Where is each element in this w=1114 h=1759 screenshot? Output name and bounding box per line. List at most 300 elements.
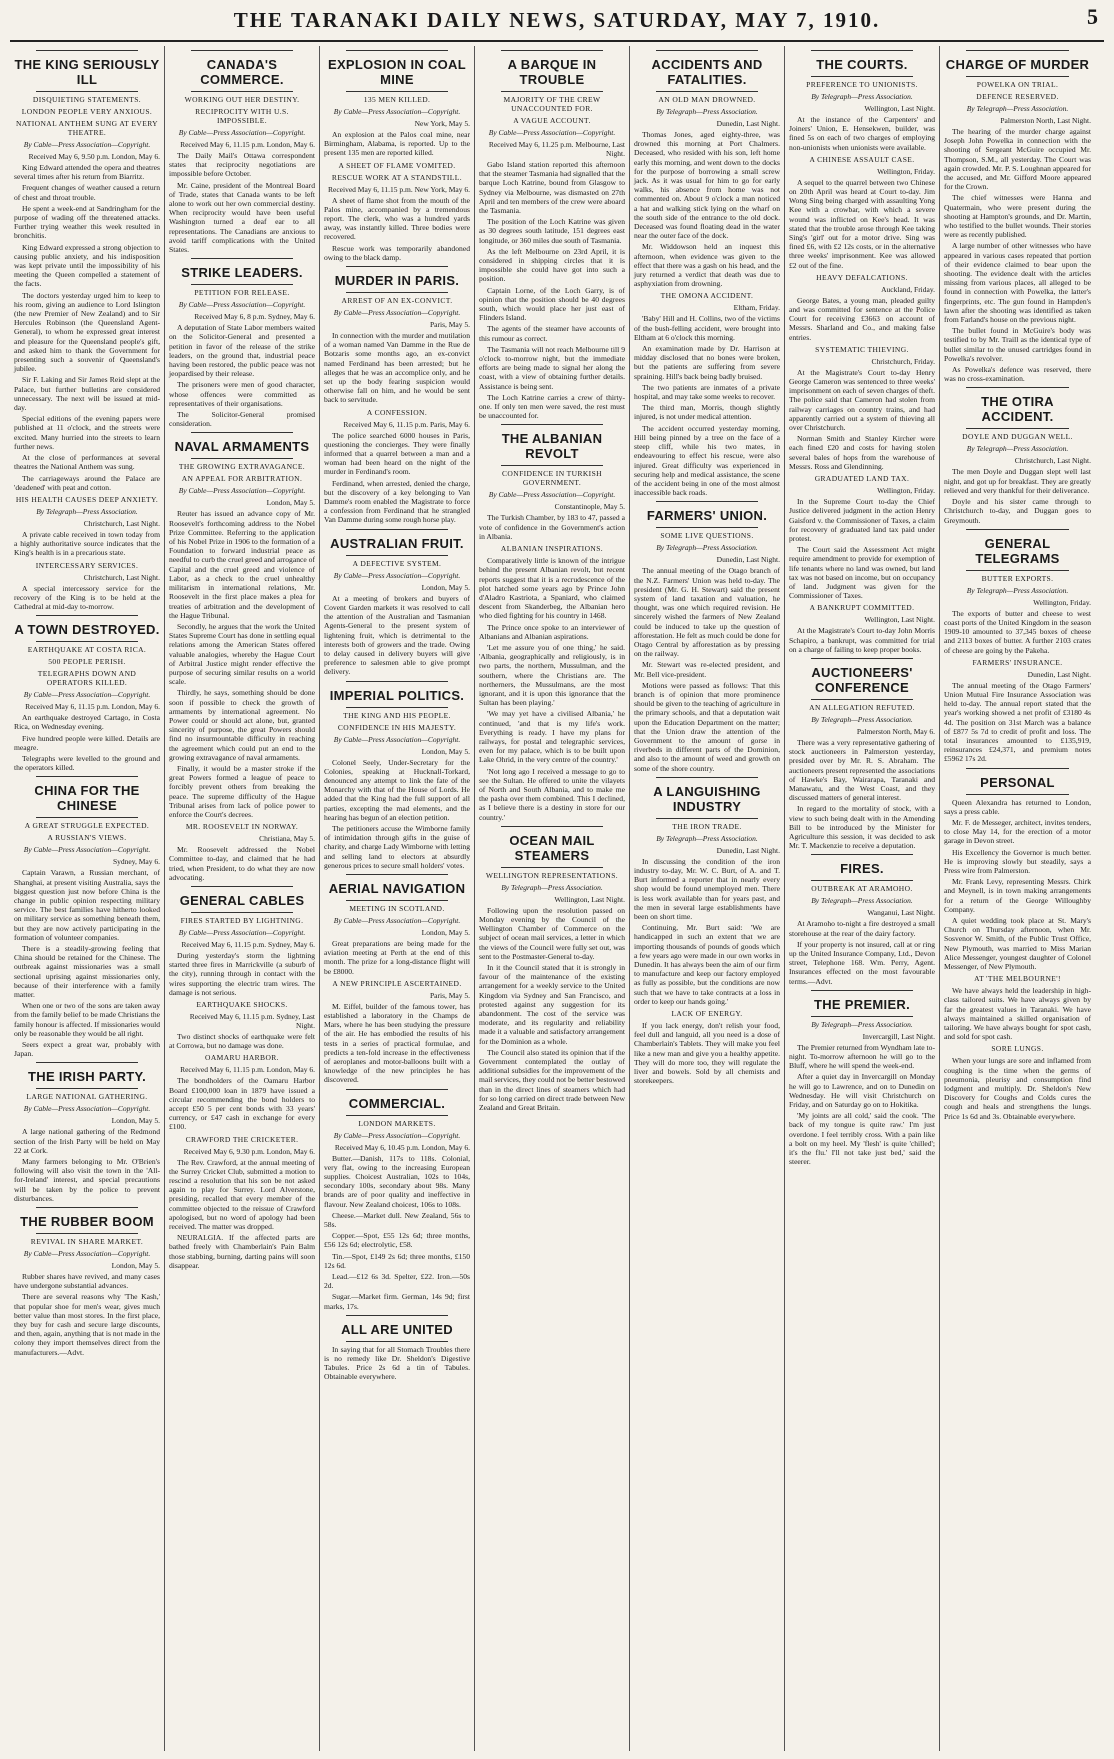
subheading: OUTBREAK AT ARAMOHO. [811,884,913,894]
article [789,474,935,600]
paragraph: Comparatively little is known of the intrigue behind the present Albanian revolt, but recent reports suggest that it is a recrudescence of the plot hatched some years ago by Prince John d'Aladro Kastriota, a Spaniard, who claimed descent from Skanderbeg, the Albanian hero who died fighting for his country in 1468. [479,556,625,621]
article [789,273,935,342]
paragraph: Tin.—Spot, £149 2s 6d; three months, £150 12s 6d. [324,1251,470,1270]
headline: OCEAN MAIL STEAMERS [509,832,595,863]
article [479,424,625,541]
paragraph: Cheese.—Market dull. New Zealand, 56s to 58s. [324,1210,470,1230]
byline: By Telegraph—Press Association. [811,1019,913,1029]
subheading: MAJORITY OF THE CREW UNACCOUNTED FOR. [503,95,601,113]
column-4 [475,46,630,1751]
article [479,544,625,822]
article [789,603,935,654]
subheading: MR. ROOSEVELT IN NORWAY. [185,822,299,832]
paragraph: Sugar.—Market firm. German, 14s 9d; first marks, 17s. [324,1292,470,1311]
paragraph: If you lack energy, don't relish your food, feel dull and languid, all you need is a dose of Chamberlain's Tablets. They will make you feel like a new man and give you a healthy appetite. They will do more too, they will regulate the liver and bowels. Sold by all chemists and storekeepers. [634,1021,780,1086]
dateline: Received May 6, 11.15 p.m. London, May 6. [180,1065,315,1075]
paragraph: King Edward attended the opera and theatres several times after his return from Biarritz. [14,163,160,182]
paragraph: In regard to the mortality of stock, with a view to such being dealt with in the Amending Bill to be introduced by the Minister for Agriculture this session, it was decided to ask Mr. T. Mackenzie to receive a deputation. [789,804,935,851]
subheading: HEAVY DEFALCATIONS. [816,272,908,282]
subheading: DOYLE AND DUGGAN WELL. [962,432,1073,442]
byline: By Cable—Press Association—Copyright. [23,1104,151,1114]
subheading: DEFENCE RESERVED. [976,92,1059,101]
headline: COMMERCIAL. [348,1095,446,1111]
paragraph: A sequel to the quarrel between two Chinese on 20th April was heard at Court to-day. Jim Wong Sing being charged with assaulting Yong Kee with a crowbar, with which a severe wound was inflicted on Kee's head. It was stated that the trouble arose through Kee taking Sing's 'girl' out for a motor drive. Sing was fined £6, with £2 12s costs, or in the alternative three weeks' imprisonment. Kee was allowed £2 out of the fine. [789,177,935,270]
dateline: Dunedin, Last Night. [716,119,780,128]
headline-rule [191,432,293,433]
article [634,291,780,497]
headline-rule [966,768,1069,769]
headline: PERSONAL [980,774,1055,790]
headline: A BARQUE IN TROUBLE [507,57,597,87]
paragraph: The hearing of the murder charge against Joseph John Powelka in connection with the shooting of Sergeant McGuire occupied Mr. Thompson, S.M., all yesterday. The Court was again crowded. Mr. P. S. Loughnan appeared for the accused, and Mr. Gifford Moore appeared for the Crown. [944,127,1091,192]
column-2 [165,46,320,1751]
dateline: Auckland, Friday. [881,284,935,294]
paragraph: The position of the Loch Katrine was given as 30 degrees south latitude, 151 degrees east longitude, or 360 miles due south of Tasmania. [479,217,625,245]
paragraph: As Powelka's defence was reserved, there was no cross-examination. [944,365,1091,384]
paragraph: An explosion at the Palos coal mine, near Birmingham, Alabama, is reported. Up to the present 135 men are reported killed. [324,130,470,158]
dateline: London, May 5. [111,1116,160,1126]
paragraph: The accident occurred yesterday morning, Hill being pinned by a tree on the face of a steep cliff, while his two mates, in endeavouring to effect his rescue, were also injured. Great difficulty was experienced in securing help and medical assistance, the scene of the accident being in one of the most almost inaccessible back roads. [634,423,780,498]
subheading: AN APPEAL FOR ARBITRATION. [181,474,303,484]
article [634,501,780,772]
article [169,886,315,997]
paragraph: When one or two of the sons are taken away from the family belief to be made Christians the family honour is affected. If missionaries would only be reasonable they would be all right. [14,1001,161,1038]
byline: By Telegraph—Press Association. [966,104,1069,113]
subheading: LONDON PEOPLE VERY ANXIOUS. [21,107,153,116]
dateline: Received May 6, 11.15 p.m. New York, May 6. [328,184,470,194]
subheading: HIS HEALTH CAUSES DEEP ANXIETY. [15,494,159,504]
headline-rule [811,50,913,51]
paragraph: If your property is not insured, call at or ring up the United Insurance Company, Ltd., Devon street, Telephone 168. Wm. Perry, Agent. Insurances effected on the most favourable terms.—Advt. [789,939,935,986]
paragraph: The Prince once spoke to an interviewer of Albanians and Albanian aspirations. [479,622,625,641]
subheading: A GREAT STRUGGLE EXPECTED. [24,821,150,831]
paragraph: Mr. Frank Levy, representing Messrs. Chirk and Meynell, is in town making arrangements for a return of the George Willoughby Company. [944,877,1091,914]
paragraph: At the close of performances at several theatres the National Anthem was sung. [14,453,160,472]
paragraph: The bondholders of the Oamaru Harbor Board £100,000 loan in 1879 have issued a circular recommending the bond holders to accept £50 5 per cent bonds with 33 years' currency, or £47 cash in exchange for every £100. [169,1076,315,1132]
headline: THE ALBANIAN REVOLT [501,431,603,462]
paragraph: The Tasmania will not reach Melbourne till 9 o'clock to-morrow night, but the immediate efforts are being made to signal her along the coast, with a view of obtaining further details. Assistance is being sent. [479,344,625,391]
page-number: 5 [1087,4,1098,29]
headline: GENERAL CABLES [179,892,305,908]
headline-rule [191,886,293,887]
headline: AUSTRALIAN FRUIT. [330,535,464,551]
dateline: London, May 5. [266,498,315,508]
article [169,258,315,428]
article [789,854,935,985]
article [324,1089,470,1311]
subheading: INTERCESSARY SERVICES. [35,560,139,570]
headline: A LANGUISHING INDUSTRY [653,783,761,814]
masthead [10,0,1104,42]
headline: THE RUBBER BOOM [20,1214,154,1230]
headline-rule [191,258,293,259]
paragraph: 'Let me assure you of one thing,' he said. 'Albania, geographically and religiously, is in two parts, the northern, Mussulman, and the southern, where the Christians are. The northerners, the Mussulmans, are the most ignorant, and it is upon this ignorance that the Sultan has been playing.' [479,642,625,708]
paragraph: An examination made by Dr. Harrison at midday disclosed that no bones were broken, but the patients are suffering from severe spraining. Hill's back being badly bruised. [634,344,780,381]
paragraph: During yesterday's storm the lightning started three fires in Marrickville (a suburb of the city), running through in contact with the wires supporting the electric tram wires. The damage is not serious. [169,950,315,997]
dateline: Received May 6, 11.15 p.m. Sydney, Last Night. [189,1012,315,1030]
headline-rule [346,707,448,708]
headline-rule [501,826,603,827]
paragraph: The petitioners accuse the Wimborne family of intimidation through gifts in the guise of charity, and charge Lady Wimborne with letting and selling land to electors at absurdly generous prices to secure small holders' votes. [324,823,470,870]
headline-rule [346,91,448,92]
article [789,345,935,471]
subheading: WELLINGTON REPRESENTATIONS. [485,870,619,880]
paragraph: Secondly, he argues that the work the United States Supreme Court has done in settling equal relations among the American States offered valuable analogies, whereby the Hague Court of Arbitral Justice might render effective the purpose of securing similar results on a world scale. [169,621,315,687]
headline-rule [346,555,448,556]
byline: By Cable—Press Association—Copyright. [333,570,461,580]
headline-rule [191,50,293,51]
byline: By Cable—Press Association—Copyright. [333,915,461,925]
headline-rule [501,424,603,425]
paragraph: Rubber shares have revived, and many cases have undergone substantial advances. [14,1272,160,1291]
headline: GENERAL TELEGRAMS [975,535,1060,566]
paragraph: Seers expect a great war, probably with Japan. [14,1040,160,1059]
article [324,50,470,158]
subheading: ALBANIAN INSPIRATIONS. [500,544,604,554]
article [14,776,160,1058]
paragraph: The Premier returned from Wyndham late to-night. To-morrow afternoon he will go to the Bluff, where he will spend the week-end. [789,1042,935,1071]
article [324,529,470,677]
headline-rule [811,854,913,855]
byline: By Telegraph—Press Association. [656,543,758,553]
article [944,50,1091,383]
dateline: Paris, May 5. [430,320,470,330]
paragraph: Following upon the resolution passed on Monday evening by the Council of the Wellington Chamber of Commerce on the subject of ocean mail services, a letter in which the views of the Council were fully set out, was sent to the Postmaster-General to-day. [479,905,625,961]
dateline: Christchurch, Last Night. [83,518,160,528]
paragraph: In saying that for all Stomach Troubles there is no remedy like Dr. Sheldon's Digestive Tabules. Price 2s 6d a tin of Tabules. Obtainable everywhere. [324,1344,470,1382]
headline: CHARGE OF MURDER [945,57,1090,72]
paragraph: Mr. Stewart was re-elected president, and Mr. Bell vice-president. [634,660,780,679]
paragraph: In it the Council stated that it is strongly in favour of the maintenance of the existing arrangement for a weekly service to the United Kingdom via Sydney and San Francisco, and protested against any suggestion for its abandonment. The cost of the service was moderate, and its regularity and reliability made it a valuable and satisfactory arrangement for the Dominion as a whole. [479,963,625,1046]
headline-rule [346,529,448,530]
paragraph: Telegraphs were levelled to the ground and the operators killed. [14,753,160,773]
headline-rule [656,50,758,51]
article [944,1044,1091,1120]
headline: STRIKE LEADERS. [181,265,303,281]
subheading: WORKING OUT HER DESTINY. [184,95,300,104]
paragraph: Motions were passed as follows: That this branch is of opinion that more prominence should be given to the teaching of agriculture in the primary schools, and that a deputation wait upon the Education Department on the matter; that the Union draw the attention of the Government to the amount of gorse in riverbeds in different parts of the Dominion, and also to the amount of weed and growth on some of the shore country. [634,680,780,773]
subheading: SORE LUNGS. [991,1044,1044,1054]
byline: By Cable—Press Association—Copyright. [178,300,306,310]
column-1 [10,46,165,1751]
subheading: A CONFESSION. [366,407,428,417]
byline: By Cable—Press Association—Copyright. [333,1130,461,1140]
article [169,50,315,254]
paragraph: A private cable received in town today from a highly authoritative source indicates that the King's health is in a precarious state. [14,529,160,558]
headline-rule [346,1115,448,1116]
headline-rule [966,529,1069,530]
paragraph: When your lungs are sore and inflamed from coughing is the time when the germs of pneumonia, pleurisy and consumption find lodgment and multiply. Dr. Sheldon's New Discovery for Coughs and Colds cures the cough and heals and strengthens the lungs. Price 1s 6d and 3s. Obtainable everywhere. [944,1056,1091,1121]
paragraph: Special editions of the evening papers were published at 11 o'clock, and the streets were excited. Many hurried into the streets to learn further news. [14,414,160,451]
paragraph: Sir F. Laking and Sir James Reid slept at the Palace, but further bulletins are considered unnecessary. The next will be issued at mid-day. [14,375,160,413]
article [789,155,935,270]
headline: THE COURTS. [816,57,908,72]
headline-rule [191,91,293,92]
paragraph: The chief witnesses were Hanna and Quatermain, who were present during the shooting at Hampton's grounds, and Dr. Martin, who testified to the bullet wounds. Their stories were as recently published. [944,193,1091,240]
paragraph: Mr. Roosevelt addressed the Nobel Committee to-day, and claimed that he had tried, when President, to do what they are now advocating. [169,845,315,882]
paragraph: The two patients are inmates of a private hospital, and may take some weeks to recover. [634,382,780,402]
paragraph: The exports of butter and cheese to west coast ports of the United Kingdom in the season 1909-10 amounted to 37,345 boxes of cheese and 2113 boxes of butter. A further 2103 crates of cheese are going by the Pakeha. [944,608,1091,655]
byline: By Telegraph—Press Association. [811,92,913,101]
dateline: Received May 6, 11.15 p.m. London, May 6. [180,140,315,149]
subheading: REVIVAL IN SHARE MARKET. [30,1237,144,1247]
paragraph: The prisoners were men of good character, whose offences were committed as representatives of their organisations. [169,380,315,408]
dateline: Christchurch, Friday. [871,356,935,366]
paragraph: Gabo Island station reported this afternoon that the steamer Tasmania had signalled that the barque Loch Katrine, bound from Glasgow to Sydney via Melbourne, was dismasted on 27th April and ten members of the crew were aboard the Tasmania. [479,160,625,216]
subheading: A RUSSIAN'S VIEWS. [47,833,127,843]
byline: By Telegraph—Press Association. [501,882,603,892]
paragraph: There was a very representative gathering of stock auctioneers in Palmerston yesterday, presided over by Mr. R. S. Abraham. The auctioneers present represented the associations of Hawke's Bay, Wairarapa, Taranaki and Manawatu, and the West Coast, and they discussed matters of general interest. [789,737,935,803]
subheading: CONFIDENCE IN HIS MAJESTY. [337,722,457,732]
subheading: LARGE NATIONAL GATHERING. [26,1092,148,1102]
paragraph: Rescue work was temporarily abandoned owing to the black damp. [324,243,470,262]
headline-rule [966,387,1069,388]
article [324,681,470,870]
paragraph: Colonel Seely, Under-Secretary for the Colonies, speaking at Hucknall-Torkard, denounced any attempt to link the fate of the Monarchy with that of the House of Lords. He added that the King had the full support of all parties, excepting the mad elements, and the hearing has begun of an election petition. [324,757,470,822]
subheading: A NEW PRINCIPLE ASCERTAINED. [332,978,462,988]
subheading: PETITION FOR RELEASE. [194,288,290,298]
headline-rule [36,1062,138,1063]
byline: By Cable—Press Association—Copyright. [333,734,461,744]
paragraph: Great preparations are being made for the aviation meeting at Perth at the end of this month. The prize for a long-distance flight will be £8000. [324,938,470,976]
subheading: EARTHQUAKE AT COSTA RICA. [27,645,147,655]
headline: AERIAL NAVIGATION [328,880,466,896]
byline: By Cable—Press Association—Copyright. [178,486,306,496]
dateline: Paris, May 5. [430,990,470,1000]
paragraph: Mr. Widdowson held an inquest this afternoon, when evidence was given to the effect that there was a gash on his head, and the jury returned a verdict that death was due to asphyxiation from drowning. [634,242,780,289]
dateline: Received May 6, 10.45 p.m. London, May 6. [334,1142,470,1152]
subheading: THE OMONA ACCIDENT. [660,291,754,301]
subheading: A VAGUE ACCOUNT. [513,116,591,125]
headline: CHINA FOR THE CHINESE [34,783,140,814]
paragraph: Reuter has issued an advance copy of Mr. Roosevelt's forthcoming address to the Nobel Prize Committee. Referring to the application of his Nobel Prize in 1906 to the formation of a Foundation to forward industrial peace as needful to curb the cruel greed and arrogance of Capital and the cruel greed and violence of Labor, as a check to the cruel unhealthy militarism in international relations, Mr. Roosevelt in the first place makes a plea for treaties of arbitration and the development of the Hague Tribunal. [169,509,315,620]
headline-rule [346,266,448,267]
byline: By Telegraph—Press Association. [656,833,758,843]
subheading: A DEFECTIVE SYSTEM. [352,558,442,568]
subheading: FARMERS' INSURANCE. [972,657,1063,667]
article [479,826,625,1112]
headline-rule [656,818,758,819]
paragraph: There is a steadily-growing feeling that China should be retained for the Chinese. The outbreak against missionaries was a small sectional uprising against missionaries only, because of their interference with a family matter. [14,943,160,999]
paragraph: In connection with the murder and mutilation of a woman named Van Damme in the Rue de Botzaris some months ago, an ex-convict named Ferdinand has been arrested; but he alleges that he was an accomplice only, and he set up the body fearing suspicion would otherwise fall on him, and he would be sent back to servitude. [324,331,470,405]
headline-rule [656,527,758,528]
paragraph: King Edward expressed a strong objection to causing public anxiety, and his indisposition was kept private until the impossibility of his meeting the Queen compelled a statement of the facts. [14,242,160,289]
byline: By Telegraph—Press Association. [656,107,758,116]
paragraph: Captain Varawn, a Russian merchant, of Shanghai, at present visiting Australia, says the biggest question just now before China is the change in public opinion respecting military service. The best families have hitherto looked on military service as something beneath them, but they are now actively participating in the formation of volunteer companies. [14,868,160,942]
subheading: THE IRON TRADE. [672,821,742,831]
subheading: SYSTEMATIC THIEVING. [815,344,909,354]
headline-rule [191,458,293,459]
subheading: OAMARU HARBOR. [205,1053,279,1063]
dateline: Dunedin, Last Night. [716,845,780,855]
headline: ALL ARE UNITED [341,1321,453,1337]
article [169,1053,315,1131]
dateline: Dunedin, Last Night. [716,555,780,565]
newspaper-columns [10,46,1104,1751]
paragraph: After a quiet day in Invercargill on Monday he will go to Lawrence, and on to Dunedin on Wednesday. He will visit Christchurch on Friday, and on Saturday go on to Hokitika. [789,1072,935,1110]
dateline: Eltham, Friday. [733,303,780,313]
headline-rule [966,428,1069,429]
headline-rule [966,570,1069,571]
subheading: POWELKA ON TRIAL. [976,80,1059,89]
byline: By Cable—Press Association—Copyright. [333,308,461,318]
headline: AUCTIONEERS' CONFERENCE [811,664,913,695]
headline-rule [811,658,913,659]
subheading: A CHINESE ASSAULT CASE. [809,154,915,164]
paragraph: Finally, it would be a master stroke if the great Powers formed a league of peace to forcibly prevent others from breaking the peace. The supreme difficulty of the Hague Tribunal arises from lack of police power to enforce the Court's decrees. [169,763,315,819]
headline-rule [656,777,758,778]
article [944,529,1091,655]
column-6 [785,46,940,1751]
headline-rule [36,615,138,616]
article [14,50,160,492]
paragraph: At Aramoho to-night a fire destroyed a small storehouse at the rear of the dairy factory. [789,919,935,938]
paragraph: Lead.—£12 6s 3d. Spelter, £22. Iron.—50s 2d. [324,1272,470,1291]
dateline: Sydney, May 6. [112,857,160,867]
article [169,1000,315,1050]
subheading: AT 'THE MELBOURNE'! [974,974,1061,984]
subheading: LACK OF ENERGY. [671,1009,743,1019]
byline: By Telegraph—Press Association. [811,896,913,906]
dateline: Invercargill, Last Night. [862,1031,935,1041]
dateline: Wellington, Friday. [1033,597,1091,607]
paragraph: The bullet found in McGuire's body was testified to by Mr. Traill as the identical type of bullet similar to the unused cartridges found in Powelka's revolver. [944,326,1091,363]
subheading: FIRES STARTED BY LIGHTNING. [180,915,304,925]
headline-rule [811,76,913,77]
paragraph: The Court said the Assessment Act might require amendment to provide for exemption of life tenants where no land was owned, but land tax was not based on income, but on occupancy of land. Judgment was given for the Commissioner of Taxes. [789,545,935,601]
headline-rule [346,681,448,682]
headline: FIRES. [840,861,884,877]
byline: By Telegraph—Press Association. [966,585,1069,595]
headline-rule [811,990,913,991]
article [324,979,470,1085]
article [14,495,160,558]
headline-rule [501,867,603,868]
headline-rule [656,501,758,502]
subheading: TELEGRAPHS DOWN AND OPERATORS KILLED. [37,669,137,688]
subheading: BUTTER EXPORTS. [981,573,1054,583]
dateline: Received May 6, 11.25 p.m. Melbourne, Last Night. [488,140,625,158]
dateline: New York, May 5. [414,119,470,128]
subheading: RESCUE WORK AT A STANDSTILL. [331,172,463,182]
byline: By Cable—Press Association—Copyright. [488,490,616,500]
headline: EXPLOSION IN COAL MINE [327,57,466,87]
headline-rule [36,50,138,51]
paragraph: Butter.—Danish, 117s to 118s. Colonial, very flat, owing to the increasing European supplies. Choicest Australian, 102s to 104s, secondary 100s, secondary about 98s. Many brands are of poor quality and ineffective in flavour. New Zealand choicest, 106s to 108s. [324,1153,470,1209]
dateline: Dunedin, Last Night. [1027,669,1091,679]
paragraph: A large number of other witnesses who have appeared in various cases repeated that portion of their evidence claimed to bear upon the shooting. The evidence dealt with the articles missing from various places, all alleged to be found in connection with Powelka, the latter's fingerprints, etc. The gun found in Hampden's lawn after the shooting was identified as taken from Farland's house on the previous night. [944,241,1091,325]
paragraph: Copper.—Spot, £55 12s 6d; three months, £56 12s 6d; electrolytic, £58. [324,1231,470,1250]
article [634,1009,780,1085]
paragraph: He spent a week-end at Sandringham for the purpose of wading off the threatened attacks. Further trying weather this week resulted in bronchitis. [14,203,160,241]
article [944,387,1091,524]
paragraph: Ferdinand, when arrested, denied the charge, but the discovery of a key belonging to Van Damme's room enabled the Magistrate to force a confession from Ferdinand that he strangled Van Damme during some rough horse play. [324,478,470,525]
paragraph: A deputation of State Labor members waited on the Solicitor-General and presented a petition in favor of the release of the strike leaders, on the ground that, industrial peace having been restored, the public peace was not jeopardised by their release. [169,323,315,379]
headline: MURDER IN PARIS. [334,273,460,289]
subheading: ARREST OF AN EX-CONVICT. [341,296,453,306]
dateline: Received May 6, 11.15 p.m. London, May 6. [25,702,160,712]
subheading: A BANKRUPT COMMITTED. [809,603,915,613]
article [944,974,1091,1041]
headline-rule [346,50,448,51]
article [944,768,1091,972]
article [324,1315,470,1382]
article [634,777,780,1006]
paragraph: Thirdly, he says, something should be done soon if possible to check the growth of armaments by international agreement. No Power could or should act alone, but, granted sincerity of purpose, the great Powers should find no insurmountable difficulty in reaching the agreement which could put an end to the growing extravagance of naval armaments. [169,688,315,762]
byline: By Cable—Press Association—Copyright. [23,845,151,855]
paragraph: M. Eiffel, builder of the famous tower, has established a laboratory in the Champs de Mars, where he has been studying the pressure of the air. He has embodied the results of his tests in a series of practical formulae, and predicts a ten-fold increase in the effectiveness of aeroplanes and motor-balloons built with a knowledge of the new principles he has discovered. [324,1001,470,1085]
dateline: Received May 6, 9.30 p.m. London, May 6. [183,1146,315,1156]
headline-rule [346,292,448,293]
headline: A TOWN DESTROYED. [14,622,160,638]
subheading: RECIPROCITY WITH U.S. IMPOSSIBLE. [195,107,289,125]
paragraph: A quiet wedding took place at St. Mary's Church on Thursday afternoon, when Mr. Sosvenor W. Smith, of the Public Trust Office, New Plymouth, was married to Miss Marian Alice Messenger, youngest daughter of Colonel Messenger, of New Plymouth. [944,915,1091,971]
article [14,561,160,612]
paragraph: 'My joints are all cold,' said the cook. 'The back of my tongue is quite raw.' I'm just overdone. I feel terribly cross. With a pain like a bolt on my heel. My 'flesh' is quite 'chilled'; it's the flu.' I'll not take just bed,' said the steerer. [789,1111,935,1167]
article [634,50,780,288]
headline-rule [36,1207,138,1208]
dateline: Christiana, May 5. [259,834,315,844]
dateline: London, May 5. [421,927,470,937]
column-5 [630,46,785,1751]
subheading: CRAWFORD THE CRICKETER. [185,1134,299,1144]
article [169,432,315,819]
headline-rule [346,900,448,901]
paragraph: The Solicitor-General promised consideration. [169,410,315,429]
paragraph: Mr. F. de Messeger, architect, invites tenders, to close May 14, for the erection of a motor garage in Devon street. [944,817,1091,846]
paragraph: The agents of the steamer have accounts of this rumour as correct. [479,324,625,343]
dateline: Wellington, Friday. [877,486,935,496]
subheading: THE GROWING EXTRAVAGANCE. [178,462,306,472]
paragraph: The Rev. Crawford, at the annual meeting of the Surrey Cricket Club, submitted a motion to rescind a resolution that his son be not asked again to play for Surrey. Lord Alverstone, presiding, recalled that every member of the committee objected to the reissue of Crawford apologised, but no word of apology had been received. The matter was dropped. [169,1157,315,1232]
subheading: THE KING AND HIS PEOPLE. [343,710,451,720]
headline-rule [36,1233,138,1234]
byline: By Cable—Press Association—Copyright. [23,1249,151,1259]
paragraph: The third man, Morris, though slightly injured, is not under medical attention. [634,403,780,422]
headline-rule [501,50,603,51]
dateline: Wanganui, Last Night. [867,908,935,918]
headline-rule [36,641,138,642]
article [789,50,935,152]
paragraph: The doctors yesterday urged him to keep to his room, giving an audience to Lord Islington (the new Premier of New Zealand) and to Sir Hercules Robinson (the Queensland Agent-General), to whom he expressed great interest and pleasure for the Queensland people's gift, and asked him to thank the Government for presenting such a souvenir of Queensland's jubilee. [14,290,160,374]
dateline: Christchurch, Last Night. [83,572,160,582]
headline-rule [811,699,913,700]
dateline: Wellington, Last Night. [864,615,935,625]
byline: By Telegraph—Press Association. [811,714,913,724]
paragraph: Queen Alexandra has returned to London, says a press cable. [944,797,1091,816]
paragraph: The annual meeting of the Otago branch of the N.Z. Farmers' Union was held to-day. The president (Mr. G. H. Stewart) said the present system of land taxation and valuation, he thought, was one which required revision. He sincerely wished the farmers of New Zealand could be induced to take up the question of afforestation. He felt as much could be done for Otago Central by afforestation as by pressing on the railway. [634,566,780,659]
subheading: 135 MEN KILLED. [363,95,431,104]
dateline: Christchurch, Last Night. [1014,456,1091,466]
byline: By Cable—Press Association—Copyright. [488,128,616,137]
paragraph: At the instance of the Carpenters' and Joiners' Union, E. Hensekwen, builder, was fined 5s on each of two charges of employing non-unionists when unionists were available. [789,115,935,152]
byline: By Cable—Press Association—Copyright. [333,107,461,116]
headline-rule [346,1315,448,1316]
paragraph: At the Magistrate's Court to-day John Morris Schapiro, a bankrupt, was committed for trial on a charge of failing to keep proper books. [789,626,935,654]
paragraph: An earthquake destroyed Cartago, in Costa Rica, on Wednesday evening. [14,713,160,732]
dateline: Wellington, Friday. [877,166,935,176]
headline-rule [36,776,138,777]
paragraph: At a meeting of brokers and buyers of Covent Garden markets it was resolved to call the attention of the Australian and Tasmanian Agents-General to the present system of lightening fruit, which is detrimental to the interests both of growers and the trade. Owing to delay caused in delivery buyers will give preference to salesmen able to give prompt delivery. [324,593,470,677]
subheading: AN ALLEGATION REFUTED. [809,702,915,712]
article [324,161,470,262]
article [324,408,470,525]
byline: By Cable—Press Association—Copyright. [23,690,151,700]
paragraph: In discussing the condition of the iron industry to-day, Mr. W. C. Burt, of A. and T. Burt informed a reporter that in nearly every shop would be found unemployed men. There is less work available than for years past, and the men in several large establishments have been on short time. [634,856,780,921]
dateline: Received May 6, 11.15 p.m. Sydney, May 6. [181,939,315,949]
paragraph: Continuing, Mr. Burt said: 'We are handicapped in such an extent that we are importing thousands of pounds of goods which a few years ago were made in our own works in Dunedin. It has always been the aim of our firm to manufacture and keep our factory employed as fully as possible, but the conditions are now such that we have to take contracts at a loss in order to keep our hands going.' [634,923,780,1006]
subheading: A SHEET OF FLAME VOMITED. [338,160,456,170]
